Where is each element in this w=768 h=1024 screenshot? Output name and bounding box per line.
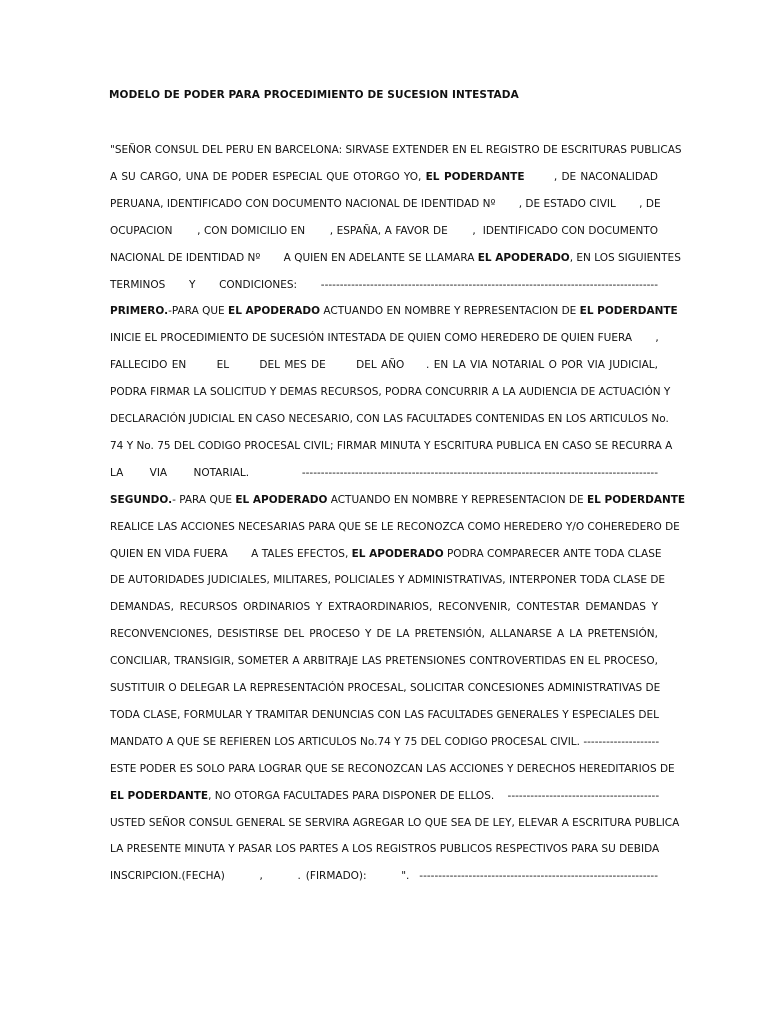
line-text: LA VIA NOTARIAL. ---------------------------------------------------------------------------------------------- — [110, 467, 658, 479]
document-line — [110, 251, 681, 265]
document-line — [110, 412, 669, 426]
document-line — [110, 197, 661, 211]
line-text: MANDATO A QUE SE REFIEREN LOS ARTICULOS No.74 Y 75 DEL CODIGO PROCESAL CIVIL. -------------------- — [110, 736, 660, 748]
document-line — [110, 627, 658, 641]
line-text: OCUPACION , CON DOMICILIO EN , ESPAÑA, A FAVOR DE , IDENTIFICADO CON DOCUMENTO — [110, 225, 658, 237]
document-line — [110, 762, 675, 776]
line-text: LA PRESENTE MINUTA Y PASAR LOS PARTES A LOS REGISTROS PUBLICOS RESPECTIVOS PARA SU DEBIDA — [110, 843, 660, 855]
line-text: PERUANA, IDENTIFICADO CON DOCUMENTO NACIONAL DE IDENTIDAD Nº , DE ESTADO CIVIL , DE — [110, 198, 661, 210]
document-line — [110, 520, 680, 534]
bold-term: SEGUNDO. — [110, 494, 173, 506]
line-text: INSCRIPCION.(FECHA) , . (FIRMADO): ". --------------------------------------------------------------- — [110, 870, 658, 882]
document-line — [110, 493, 686, 507]
document-line — [110, 573, 666, 587]
document-line — [110, 654, 658, 668]
line-text: RECONVENCIONES, DESISTIRSE DEL PROCESO Y DE LA PRETENSIÓN, ALLANARSE A LA PRETENSIÓN, — [110, 628, 658, 640]
document-line — [110, 278, 658, 292]
line-text: A SU CARGO, UNA DE PODER ESPECIAL QUE OTORGO YO, — [110, 171, 426, 183]
line-text: ACTUANDO EN NOMBRE Y REPRESENTACION DE — [327, 494, 587, 506]
line-text: ACTUANDO EN NOMBRE Y REPRESENTACION DE — [320, 305, 580, 317]
line-text: TERMINOS Y CONDICIONES: ----------------------------------------------------------------------------------------- — [110, 279, 658, 291]
bold-term: EL PODERDANTE — [579, 305, 678, 317]
document-line — [110, 816, 680, 830]
bold-term: EL APODERADO — [477, 252, 570, 264]
line-text: , EN LOS SIGUIENTES — [569, 252, 681, 264]
document-line — [110, 708, 658, 722]
line-text: - PARA QUE — [172, 494, 236, 506]
line-text: -PARA QUE — [168, 305, 229, 317]
line-text: 74 Y No. 75 DEL CODIGO PROCESAL CIVIL; FIRMAR MINUTA Y ESCRITURA PUBLICA EN CASO SE RECURRA A — [110, 440, 673, 452]
line-text: REALICE LAS ACCIONES NECESARIAS PARA QUE SE LE RECONOZCA COMO HEREDERO Y/O COHEREDERO DE — [110, 521, 680, 533]
bold-term: EL PODERDANTE — [587, 494, 686, 506]
bold-term: EL APODERADO — [228, 305, 321, 317]
document-line — [110, 547, 662, 561]
document-line — [110, 466, 658, 480]
document-line — [110, 600, 658, 614]
document-line — [110, 304, 678, 318]
bold-term: EL PODERDANTE — [110, 790, 209, 802]
document-line — [110, 439, 673, 453]
document-line — [110, 224, 658, 238]
document-line — [110, 789, 658, 803]
document-line — [110, 358, 658, 372]
line-text: , NO OTORGA FACULTADES PARA DISPONER DE ELLOS. ---------------------------------------- — [208, 790, 660, 802]
line-text: FALLECIDO EN EL DEL MES DE DEL AÑO . EN LA VIA NOTARIAL O POR VIA JUDICIAL, — [110, 359, 658, 371]
bold-term: EL PODERDANTE — [425, 171, 525, 183]
line-text: SUSTITUIR O DELEGAR LA REPRESENTACIÓN PROCESAL, SOLICITAR CONCESIONES ADMINISTRATIVAS DE — [110, 682, 661, 694]
line-text: QUIEN EN VIDA FUERA A TALES EFECTOS, — [110, 548, 352, 560]
line-text: DEMANDAS, RECURSOS ORDINARIOS Y EXTRAORDINARIOS, RECONVENIR, CONTESTAR DEMANDAS Y — [110, 601, 658, 613]
line-text: DE AUTORIDADES JUDICIALES, MILITARES, POLICIALES Y ADMINISTRATIVAS, INTERPONER TODA CLASE DE — [110, 574, 666, 586]
document-line — [110, 842, 658, 856]
line-text: NACIONAL DE IDENTIDAD Nº A QUIEN EN ADELANTE SE LLAMARA — [110, 252, 478, 264]
document-line — [110, 170, 658, 184]
document-line — [110, 331, 658, 345]
document-line — [110, 143, 682, 157]
line-text: USTED SEÑOR CONSUL GENERAL SE SERVIRA AGREGAR LO QUE SEA DE LEY, ELEVAR A ESCRITURA PUBLICA — [110, 817, 680, 829]
document-line — [110, 735, 658, 749]
document-title: MODELO DE PODER PARA PROCEDIMIENTO DE SUCESION INTESTADA — [109, 89, 519, 101]
line-text: "SEÑOR CONSUL DEL PERU EN BARCELONA: SIRVASE EXTENDER EN EL REGISTRO DE ESCRITURAS PUBLICAS — [110, 144, 682, 156]
line-text: PODRA FIRMAR LA SOLICITUD Y DEMAS RECURSOS, PODRA CONCURRIR A LA AUDIENCIA DE ACTUACIÓN Y — [110, 386, 671, 398]
line-text: , DE NACONALIDAD — [524, 171, 658, 183]
line-text: INICIE EL PROCEDIMIENTO DE SUCESIÓN INTESTADA DE QUIEN COMO HEREDERO DE QUIEN FUERA , — [110, 332, 659, 344]
bold-term: EL APODERADO — [235, 494, 328, 506]
bold-term: EL APODERADO — [351, 548, 444, 560]
document-line — [110, 869, 658, 883]
document-line — [110, 385, 671, 399]
line-text: CONCILIAR, TRANSIGIR, SOMETER A ARBITRAJE LAS PRETENSIONES CONTROVERTIDAS EN EL PROCESO, — [110, 655, 658, 667]
line-text: PODRA COMPARECER ANTE TODA CLASE — [443, 548, 662, 560]
line-text: ESTE PODER ES SOLO PARA LOGRAR QUE SE RECONOZCAN LAS ACCIONES Y DERECHOS HEREDITARIOS DE — [110, 763, 675, 775]
bold-term: PRIMERO. — [110, 305, 169, 317]
line-text: DECLARACIÓN JUDICIAL EN CASO NECESARIO, CON LAS FACULTADES CONTENIDAS EN LOS ARTICULOS No. — [110, 413, 669, 425]
document-line — [110, 681, 661, 695]
line-text: TODA CLASE, FORMULAR Y TRAMITAR DENUNCIAS CON LAS FACULTADES GENERALES Y ESPECIALES DEL — [110, 709, 659, 721]
